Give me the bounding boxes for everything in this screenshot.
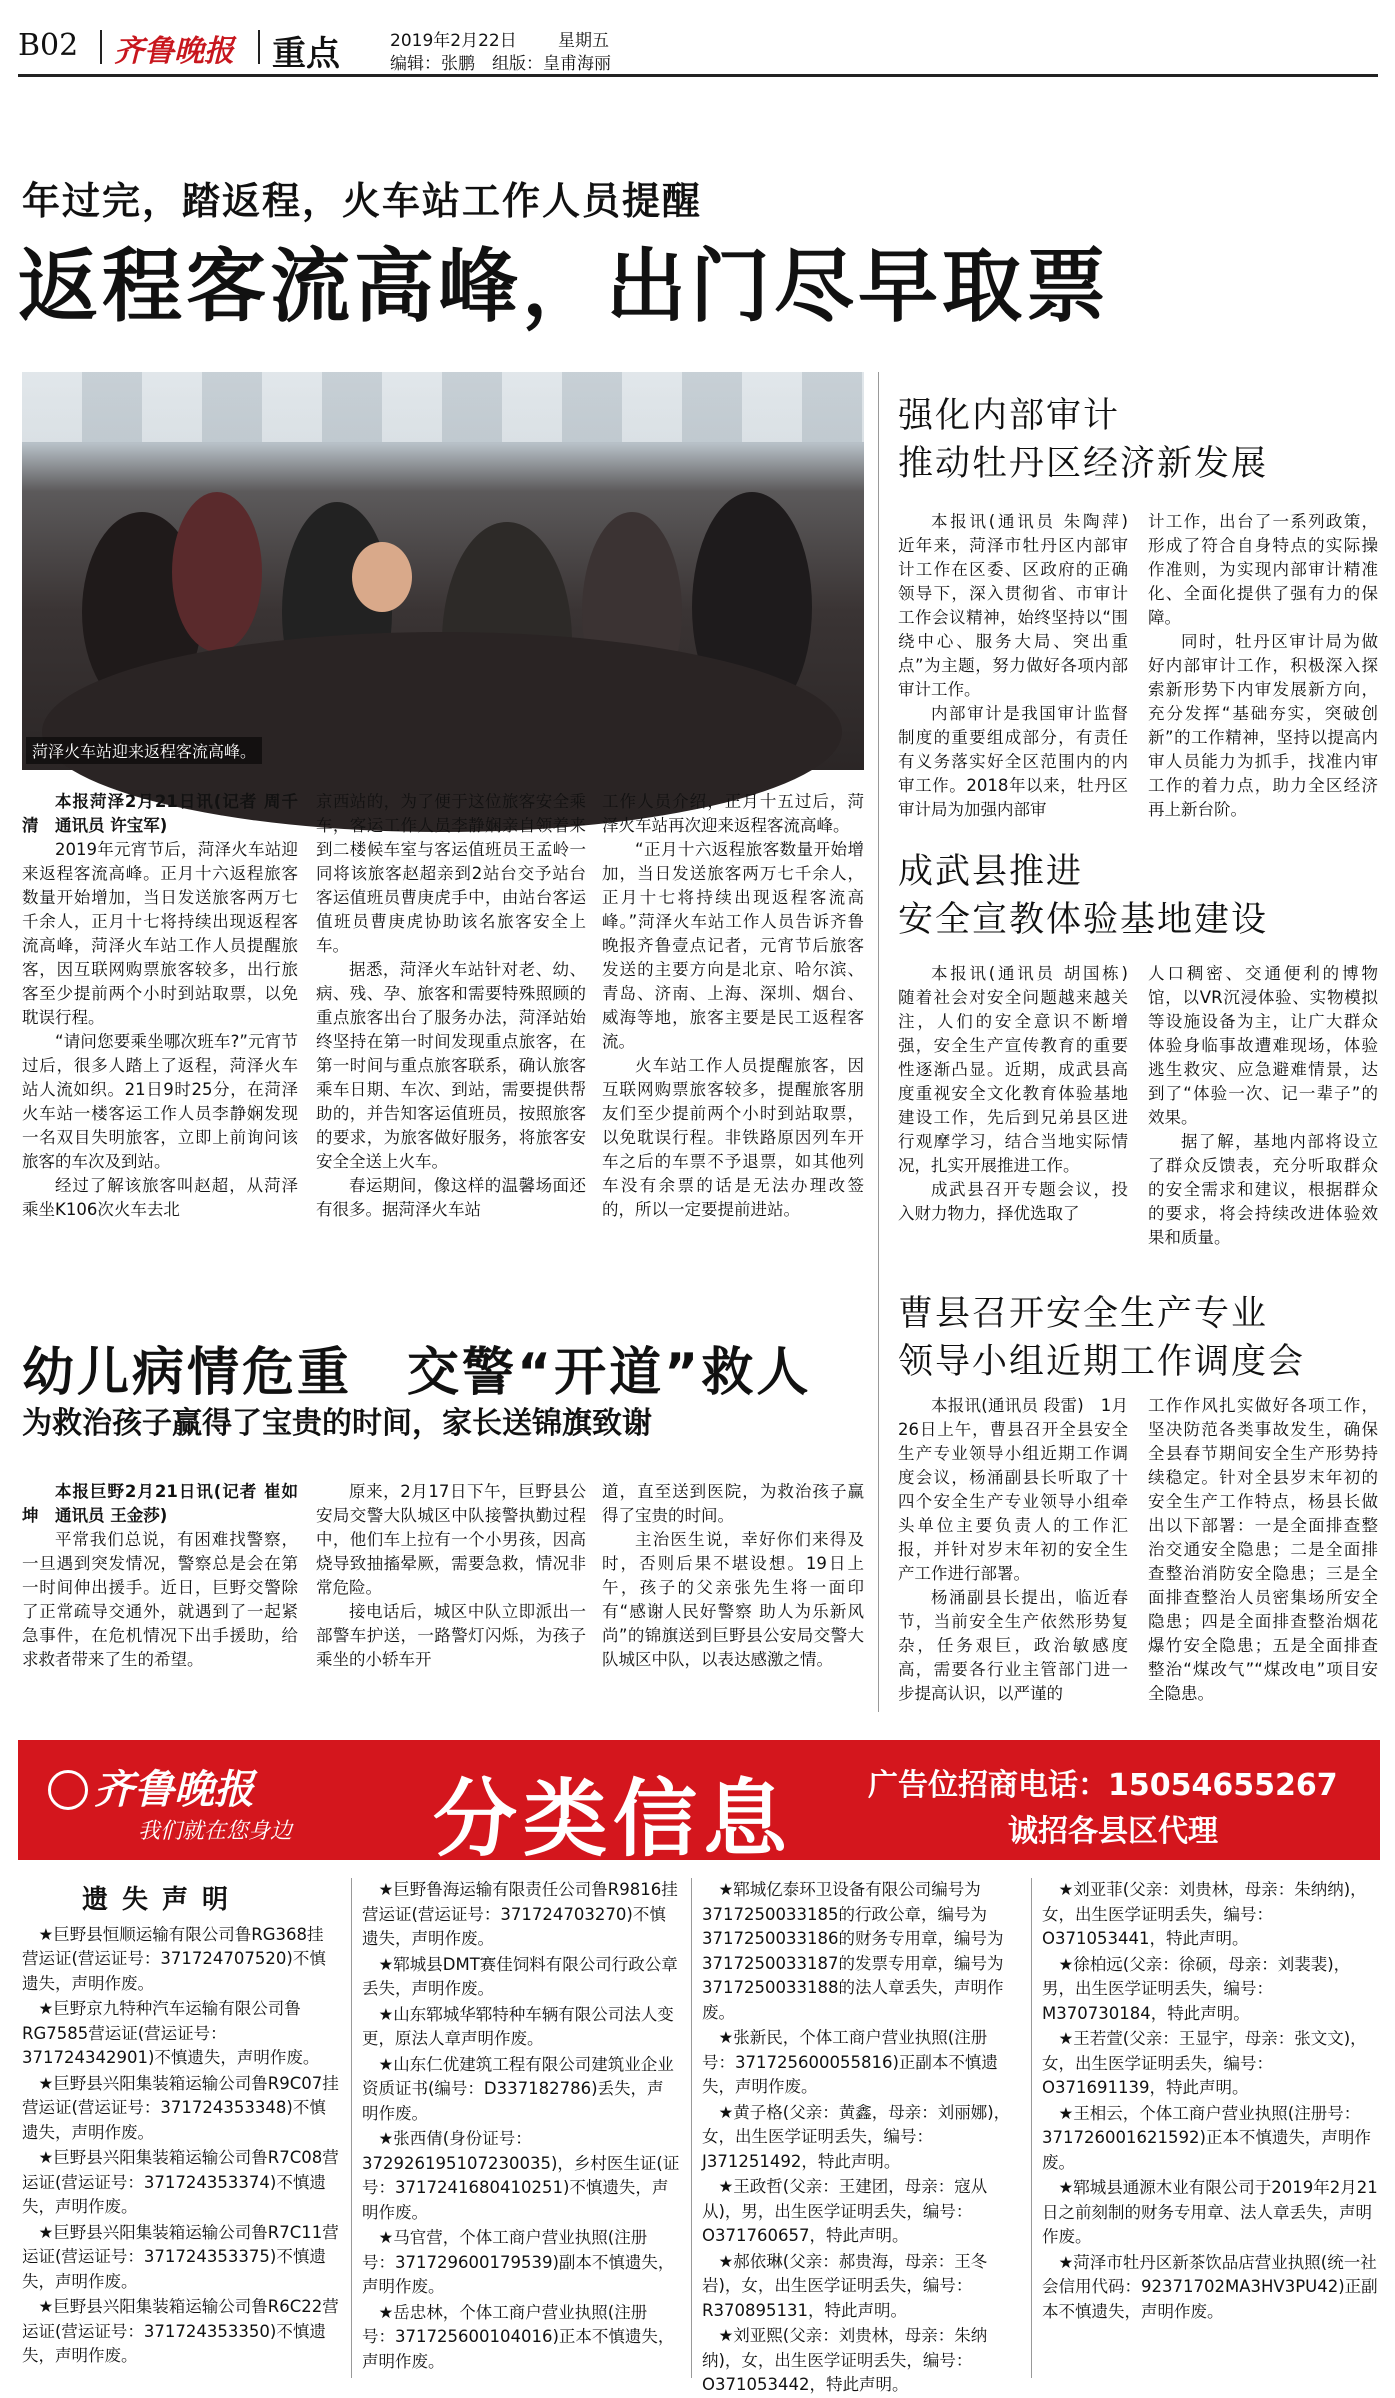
classified-divider bbox=[691, 1878, 692, 2378]
lead-column-1 bbox=[22, 790, 298, 1270]
masthead-rule bbox=[18, 74, 1378, 77]
lead-paragraph: 经过了解该旅客叫赵超，从菏泽乘坐K106次火车去北 bbox=[22, 1176, 298, 1219]
classified-item: ★巨野京九特种汽车运输有限公司鲁RG7585营运证(营运证号：371724342901)不慎遗失，声明作废。 bbox=[22, 1999, 320, 2067]
side1-paragraph: 本报讯(通讯员 朱陶萍) 近年来，菏泽市牡丹区内部审计工作在区委、区政府的正确领导下，深入贯彻省、市审计工作会议精神，始终坚持以“围绕中心、服务大局、突出重点”为主题，努力做好各项内部审计工作。 bbox=[898, 512, 1145, 699]
classified-item: ★黄子格(父亲：黄鑫，母亲：刘丽娜)，女，出生医学证明丢失，编号：J371251492，特此声明。 bbox=[702, 2102, 1011, 2171]
classified-item: ★徐柏远(父亲：徐硕，母亲：刘裴裴)，男，出生医学证明丢失，编号：M370730184，特此声明。 bbox=[1042, 1954, 1351, 2023]
classifieds-column-2 bbox=[362, 1878, 680, 2378]
photo-face bbox=[352, 542, 412, 612]
issue-weekday: 星期五 bbox=[558, 31, 609, 51]
paper-logo: 齐鲁晚报 bbox=[114, 34, 234, 69]
side3-title-line: 领导小组近期工作调度会 bbox=[898, 1342, 1306, 1382]
side2-paragraph: 本报讯(通讯员 胡国栋) 随着社会对安全问题越来越关注，人们的安全意识不断增强，安全生产宣传教育的重要性逐渐凸显。近期，成武县高度重视安全文化教育体验基地建设工作，先后到兄弟县区进行观摩学习，结合当地实际情况，扎实开展推进工作。 bbox=[898, 964, 1145, 1175]
banner-logo: 齐鲁晚报 bbox=[94, 1766, 254, 1813]
lost-notice-heading: 遗失声明 bbox=[82, 1885, 243, 1915]
lead-paragraph: 2019年元宵节后，菏泽火车站迎来返程客流高峰。正月十六返程旅客数量开始增加，当日发送旅客两万七千余人，正月十七将持续出现返程客流高峰，菏泽火车站工作人员提醒旅客，因互联网购票旅客较多，出行旅客至少提前两个小时到站取票，以免耽误行程。 bbox=[22, 840, 298, 1027]
side1-column-a bbox=[898, 510, 1145, 830]
classified-item: ★巨野县恒顺运输有限公司鲁RG368挂营运证(营运证号：371724707520)不慎遗失，声明作废。 bbox=[22, 1924, 326, 1993]
side3-paragraph: 杨涌副县长提出，临近春节，当前安全生产依然形势复杂，任务艰巨，政治敏感度高，需要各行业主管部门进一步提高认识，以严谨的 bbox=[898, 1588, 1128, 1703]
classified-divider bbox=[1031, 1878, 1032, 2378]
side1-column-b bbox=[1148, 510, 1378, 830]
editors-credit: 编辑：张鹏 组版：皇甫海丽 bbox=[390, 54, 611, 74]
photo-figure bbox=[172, 492, 262, 652]
lead-headline: 返程客流高峰，出门尽早取票 bbox=[18, 240, 1110, 333]
story2-paragraph: 主治医生说，幸好你们来得及时，否则后果不堪设想。19日上午，孩子的父亲张先生将一面印有“感谢人民好警察 助人为乐新风尚”的锦旗送到巨野县公安局交警大队城区中队，以表达感激之情。 bbox=[602, 1530, 864, 1669]
banner-recruit: 诚招各县区代理 bbox=[1008, 1814, 1218, 1849]
side2-title-line: 安全宣教体验基地建设 bbox=[898, 900, 1269, 940]
classified-item: ★刘亚菲(父亲：刘贵林，母亲：朱纳纳)，女，出生医学证明丢失，编号：O371053441，特此声明。 bbox=[1042, 1880, 1367, 1948]
side3-column-a bbox=[898, 1394, 1128, 1719]
classified-item: ★张西倩(身份证号：37292619510723003​5)，乡村医生证(证号：371724168041025​1)不慎遗失，声明作废。 bbox=[362, 2129, 680, 2222]
classifieds-column-3 bbox=[702, 1878, 1020, 2394]
classified-item: ★山东仁优建筑工程有限公司建筑业企业资质证书(编号：D337182786)丢失，声明作废。 bbox=[362, 2054, 674, 2123]
lead-byline: 本报菏泽2月21日讯(记者 周千清 通讯员 许宝军) bbox=[22, 792, 298, 835]
side2-column-b bbox=[1148, 962, 1378, 1282]
classified-item: ★郓城县DMT赛佳饲料有限公司行政公章丢失，声明作废。 bbox=[362, 1954, 678, 1998]
section-title: 重点 bbox=[272, 34, 340, 74]
classified-divider bbox=[351, 1878, 352, 2378]
side1-title-line: 推动牡丹区经济新发展 bbox=[898, 444, 1269, 484]
side3-column-b bbox=[1148, 1394, 1378, 1719]
side3-title bbox=[898, 1290, 1305, 1386]
lead-kicker: 年过完，踏返程，火车站工作人员提醒 bbox=[22, 179, 703, 223]
side2-title bbox=[898, 848, 1268, 944]
classifieds-column-1 bbox=[22, 1878, 340, 2378]
story2-paragraph: 接电话后，城区中队立即派出一部警车护送，一路警灯闪烁，为孩子乘坐的小轿车开 bbox=[316, 1602, 586, 1669]
lead-paragraph: “正月十六返程旅客数量开始增加，当日发送旅客两万七千余人，正月十七将持续出现返程客流高峰。”菏泽火车站工作人员告诉齐鲁晚报齐鲁壹点记者，元宵节后旅客发送的主要方向是北京、哈尔滨、青岛、济南、上海、深圳、烟台、威海等地，旅客主要是民工返程客流。 bbox=[602, 840, 864, 1051]
story2-column-1 bbox=[22, 1480, 298, 1720]
classified-item: ★王相云，个体工商户营业执照(注册号：371726001621592)正本不慎遗失，声明作废。 bbox=[1042, 2103, 1371, 2172]
photo-ceiling-lights bbox=[22, 372, 864, 442]
masthead-divider bbox=[100, 30, 102, 64]
classified-item: ★菏泽市牡丹区新茶饮品店营业执照(统一社会信用代码：92371702MA3HV3PU42)正副本不慎遗失，声明作废。 bbox=[1042, 2252, 1378, 2321]
page-number: B02 bbox=[18, 28, 79, 63]
side2-paragraph: 据了解，基地内部将设立了群众反馈表，充分听取群众的安全需求和建议，根据群众的要求，将会持续改进体验效果和质量。 bbox=[1148, 1132, 1378, 1247]
classified-item: ★马官营，个体工商户营业执照(注册号：371729600179539)副本不慎遗失，声明作废。 bbox=[362, 2228, 675, 2296]
classified-item: ★王若萱(父亲：王显宇，母亲：张文文)，女，出生医学证明丢失，编号：O371691139，特此声明。 bbox=[1042, 2029, 1367, 2097]
story2-column-3 bbox=[602, 1480, 864, 1720]
side2-title-line: 成武县推进 bbox=[898, 852, 1084, 892]
side2-column-a bbox=[898, 962, 1145, 1282]
side1-paragraph: 同时，牡丹区审计局为做好内部审计工作，积极深入探索新形势下内审发展新方向，充分发挥“基础夯实，突破创新”的工作精神，坚持以提高内审人员能力为抓手，找准内审工作的着力点，助力全区经济再上新台阶。 bbox=[1148, 632, 1378, 819]
classified-item: ★岳忠林，个体工商户营业执照(注册号：371725600104016)正本不慎遗失，声明作废。 bbox=[362, 2302, 675, 2371]
lead-paragraph: 京西站的，为了便于这位旅客安全乘车，客运工作人员李静娴亲自领着来到二楼候车室与客运值班员王孟岭一同将该旅客赵超亲到2站台交予站台客运值班员曹庚虎手中，由站台客运值班员曹庚虎协助该名旅客安全上车。 bbox=[316, 792, 586, 955]
classified-item: ★巨野县兴阳集装箱运输公司鲁R6C22营运证(营运证号：371724353350)不慎遗失，声明作废。 bbox=[22, 2297, 339, 2365]
story2-byline: 本报巨野2月21日讯(记者 崔如坤 通讯员 王金莎) bbox=[22, 1482, 298, 1525]
side3-paragraph: 本报讯(通讯员 段雷) 1月26日上午，曹县召开全县安全生产专业领导小组近期工作调度会议，杨涌副县长听取了十四个安全生产专业领导小组牵头单位主要负责人的工作汇报，并针对岁末年初的安全生产工作进行部署。 bbox=[898, 1396, 1128, 1583]
side2-paragraph: 成武县召开专题会议，投入财力物力，择优选取了 bbox=[898, 1180, 1128, 1223]
classified-banner bbox=[18, 1740, 1380, 1868]
lead-photo bbox=[22, 372, 864, 770]
side1-title bbox=[898, 392, 1268, 488]
classified-item: ★郝依琳(父亲：郝贵海，母亲：王冬岩)，女，出生医学证明丢失，编号：R370895131，特此声明。 bbox=[702, 2251, 988, 2320]
lead-paragraph: 春运期间，像这样的温馨场面还有很多。据菏泽火车站 bbox=[316, 1176, 586, 1219]
story2-paragraph: 平常我们总说，有困难找警察，一旦遇到突发情况，警察总是会在第一时间伸出援手。近日，巨野交警除了正常疏导交通外，就遇到了一起紧急事件，在危机情况下出手援助，给求救者带来了生的希望。 bbox=[22, 1530, 298, 1669]
classified-item: ★郓城亿泰环卫设备有限公司编号为3717250033185的行政公章，编号为3717250033186的财务专用章，编号为3717250033187的发票专用章，编号为3717250033188的法人章丢失，声明作废。 bbox=[702, 1880, 1004, 2022]
side1-paragraph: 计工作，出台了一系列政策，形成了符合自身特点的实际操作准则，为实现内部审计精准化、全面化提供了强有力的保障。 bbox=[1148, 512, 1378, 627]
story2-paragraph: 道，直至送到医院，为救治孩子赢得了宝贵的时间。 bbox=[602, 1482, 864, 1525]
classified-item: ★山东郓城华郓特种车辆有限公司法人变更，原法人章声明作废。 bbox=[362, 2004, 674, 2048]
classified-item: ★巨野鲁海运输有限责任公司鲁R9816挂营运证(营运证号：371724703270)不慎遗失，声明作废。 bbox=[362, 1880, 678, 1948]
lead-paragraph: 火车站工作人员提醒旅客，因互联网购票旅客较多，提醒旅客朋友们至少提前两个小时到站取票，以免耽误行程。非铁路原因列车开车之后的车票不予退票，如其他列车没有余票的话是无法办理改签的，所以一定要提前进站。 bbox=[602, 1056, 864, 1219]
story2-subhead: 为救治孩子赢得了宝贵的时间，家长送锦旗致谢 bbox=[22, 1406, 652, 1441]
classified-item: ★郓城县通源木业有限公司于2019年2月21日之前刻制的财务专用章、法人章丢失，声明作废。 bbox=[1042, 2178, 1378, 2246]
masthead-divider-2 bbox=[258, 30, 260, 64]
classified-item: ★王政哲(父亲：王建团，母亲：寇从从)，男，出生医学证明丢失，编号：O371760657，特此声明。 bbox=[702, 2177, 988, 2245]
photo-caption: 菏泽火车站迎来返程客流高峰。 bbox=[26, 737, 262, 764]
side1-paragraph: 内部审计是我国审计监督制度的重要组成部分，有责任有义务落实好全区范围内的内审工作。2018年以来，牡丹区审计局为加强内部审 bbox=[898, 704, 1128, 819]
masthead bbox=[18, 22, 1378, 74]
classified-item: ★巨野县兴阳集装箱运输公司鲁R7C08营运证(营运证号：371724353374)不慎遗失，声明作废。 bbox=[22, 2148, 339, 2216]
lead-column-2 bbox=[316, 790, 586, 1270]
lead-paragraph: “请问您要乘坐哪次班车?”元宵节过后，很多人踏上了返程，菏泽火车站人流如织。21日9时25分，在菏泽火车站一楼客运工作人员李静娴发现一名双目失明旅客，立即上前询问该旅客的车次及到站。 bbox=[22, 1032, 298, 1171]
side2-paragraph: 人口稠密、交通便利的博物馆，以VR沉浸体验、实物模拟等设施设备为主，让广大群众体验身临事故遭难现场，体验逃生救灾、应急避难情景，达到了“体验一次、记一辈子”的效果。 bbox=[1148, 964, 1378, 1127]
banner-category: 分类信息 bbox=[433, 1770, 794, 1868]
classified-item: ★巨野县兴阳集装箱运输公司鲁R7C11营运证(营运证号：371724353375)不慎遗失，声明作废。 bbox=[22, 2222, 339, 2291]
banner-phone: 广告位招商电话：15054655267 bbox=[868, 1768, 1338, 1803]
lead-paragraph: 工作人员介绍，正月十五过后，菏泽火车站再次迎来返程客流高峰。 bbox=[602, 792, 864, 835]
story2-headline: 幼儿病情危重 交警“开道”救人 bbox=[22, 1343, 812, 1403]
banner-slogan: 我们就在您身边 bbox=[138, 1819, 293, 1844]
side3-paragraph: 工作作风扎实做好各项工作，坚决防范各类事故发生，确保全县春节期间安全生产形势持续稳定。针对全县岁末年初的安全生产工作特点，杨县长做出以下部署：一是全面排查整治交通安全隐患；二是全面排查整治消防安全隐患；三是全面排查整治人员密集场所安全隐患；四是全面排查整治烟花爆竹安全隐患；五是全面排查整治“煤改气”“煤改电”项目安全隐患。 bbox=[1148, 1396, 1378, 1703]
lead-paragraph: 据悉，菏泽火车站针对老、幼、病、残、孕、旅客和需要特殊照顾的重点旅客出台了服务办法，菏泽站始终坚持在第一时间发现重点旅客，在第一时间与重点旅客联系，确认旅客乘车日期、车次、到站，需要提供帮助的，并告知客运值班员，按照旅客的要求，为旅客做好服务，将旅客安安全全送上火车。 bbox=[316, 960, 586, 1171]
side1-title-line: 强化内部审计 bbox=[898, 396, 1121, 436]
classified-item: ★巨野县兴阳集装箱运输公司鲁R9C07挂营运证(营运证号：371724353348)不慎遗失，声明作废。 bbox=[22, 2073, 339, 2142]
logo-emblem-icon bbox=[48, 1770, 88, 1810]
classified-item: ★刘亚熙(父亲：刘贵林，母亲：朱纳纳)，女，出生医学证明丢失，编号：O371053442，特此声明。 bbox=[702, 2326, 988, 2394]
story2-column-2 bbox=[316, 1480, 586, 1720]
story2-paragraph: 原来，2月17日下午，巨野县公安局交警大队城区中队接警执勤过程中，他们车上拉有一个小男孩，因高烧导致抽搐晕厥，需要急救，情况非常危险。 bbox=[316, 1482, 586, 1597]
issue-date: 2019年2月22日 bbox=[390, 31, 517, 51]
lead-column-3 bbox=[602, 790, 864, 1270]
classified-item: ★张新民，个体工商户营业执照(注册号：371725600055816)正副本不慎遗失，声明作废。 bbox=[702, 2028, 998, 2096]
side3-title-line: 曹县召开安全生产专业 bbox=[898, 1294, 1269, 1334]
classifieds-column-4 bbox=[1042, 1878, 1378, 2378]
column-divider bbox=[878, 372, 879, 1712]
